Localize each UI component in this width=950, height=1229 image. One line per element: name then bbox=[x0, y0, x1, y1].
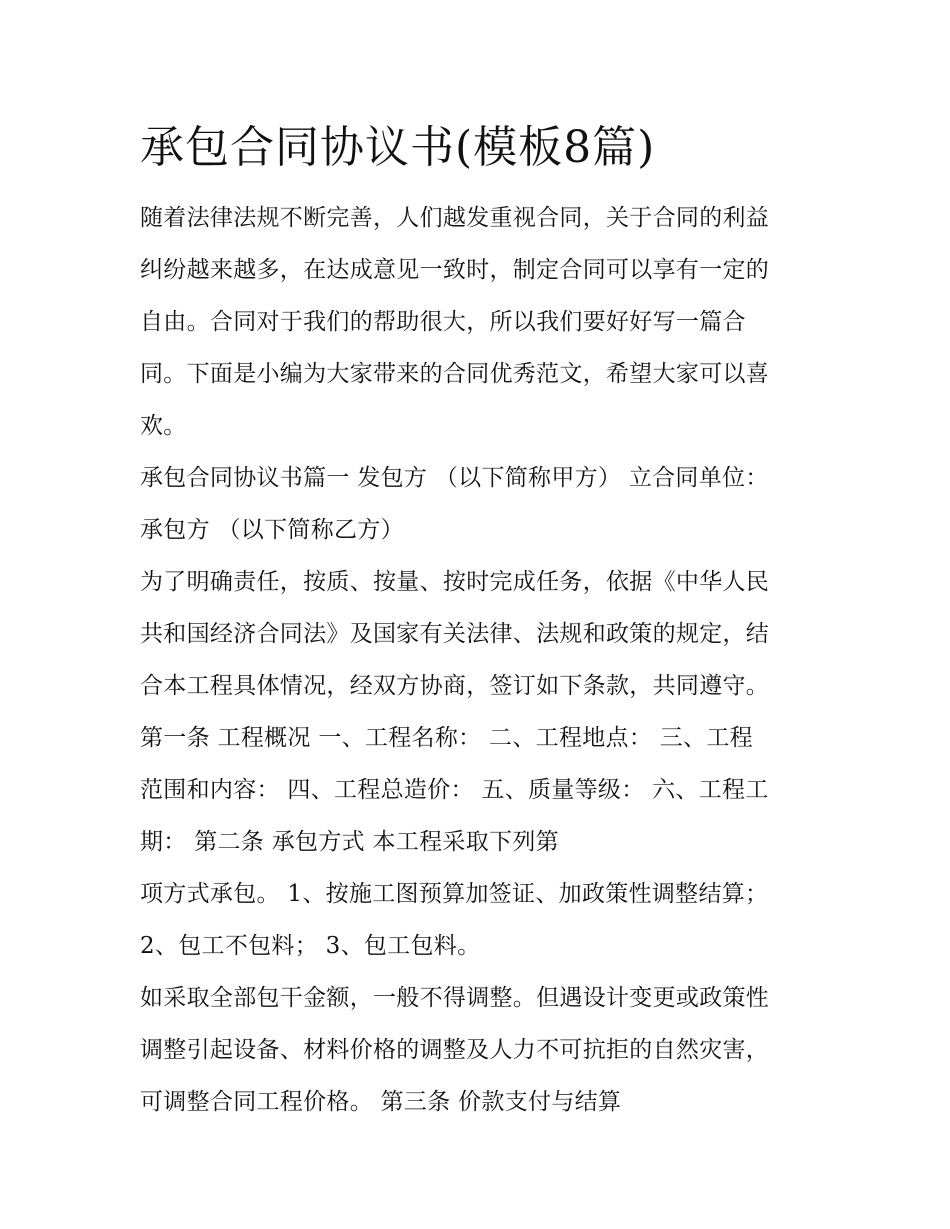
text-line: 为了明确责任，按质、按量、按时完成任务，依据《中华人民 bbox=[140, 569, 770, 595]
text-line: 自由。合同对于我们的帮助很大，所以我们要好好写一篇合 bbox=[140, 309, 746, 335]
text-line: 2、包工不包料； 3、包工包料。 bbox=[140, 933, 481, 959]
document-body bbox=[140, 192, 820, 1128]
text-line: 范围和内容： 四、工程总造价： 五、质量等级： 六、工程工 bbox=[140, 777, 769, 803]
text-line: 承包方 （以下简称乙方） bbox=[140, 517, 404, 543]
text-line: 欢。 bbox=[140, 413, 187, 439]
text-line: 如采取全部包干金额，一般不得调整。但遇设计变更或政策性 bbox=[140, 985, 770, 1011]
text-line: 项方式承包。 1、按施工图预算加签证、加政策性调整结算； bbox=[140, 881, 769, 907]
text-line: 可调整合同工程价格。 第三条 价款支付与结算 bbox=[140, 1089, 622, 1115]
text-line: 纠纷越来越多，在达成意见一致时，制定合同可以享有一定的 bbox=[140, 257, 770, 283]
text-line: 承包合同协议书篇一 发包方 （以下简称甲方） 立合同单位： bbox=[140, 465, 769, 491]
text-line: 调整引起设备、材料价格的调整及人力不可抗拒的自然灾害， bbox=[140, 1037, 770, 1063]
document-page bbox=[140, 116, 820, 1128]
text-line: 共和国经济合同法》及国家有关法律、法规和政策的规定，结 bbox=[140, 621, 770, 647]
document-title: 承包合同协议书(模板8篇) bbox=[140, 122, 656, 173]
text-line: 同。下面是小编为大家带来的合同优秀范文，希望大家可以喜 bbox=[140, 361, 770, 387]
text-line: 第一条 工程概况 一、工程名称： 二、工程地点： 三、工程 bbox=[140, 725, 753, 751]
text-line: 随着法律法规不断完善，人们越发重视合同，关于合同的利益 bbox=[140, 205, 770, 231]
text-line: 合本工程具体情况，经双方协商，签订如下条款，共同遵守。 bbox=[140, 673, 770, 699]
text-line: 期： 第二条 承包方式 本工程采取下列第 bbox=[140, 829, 559, 855]
